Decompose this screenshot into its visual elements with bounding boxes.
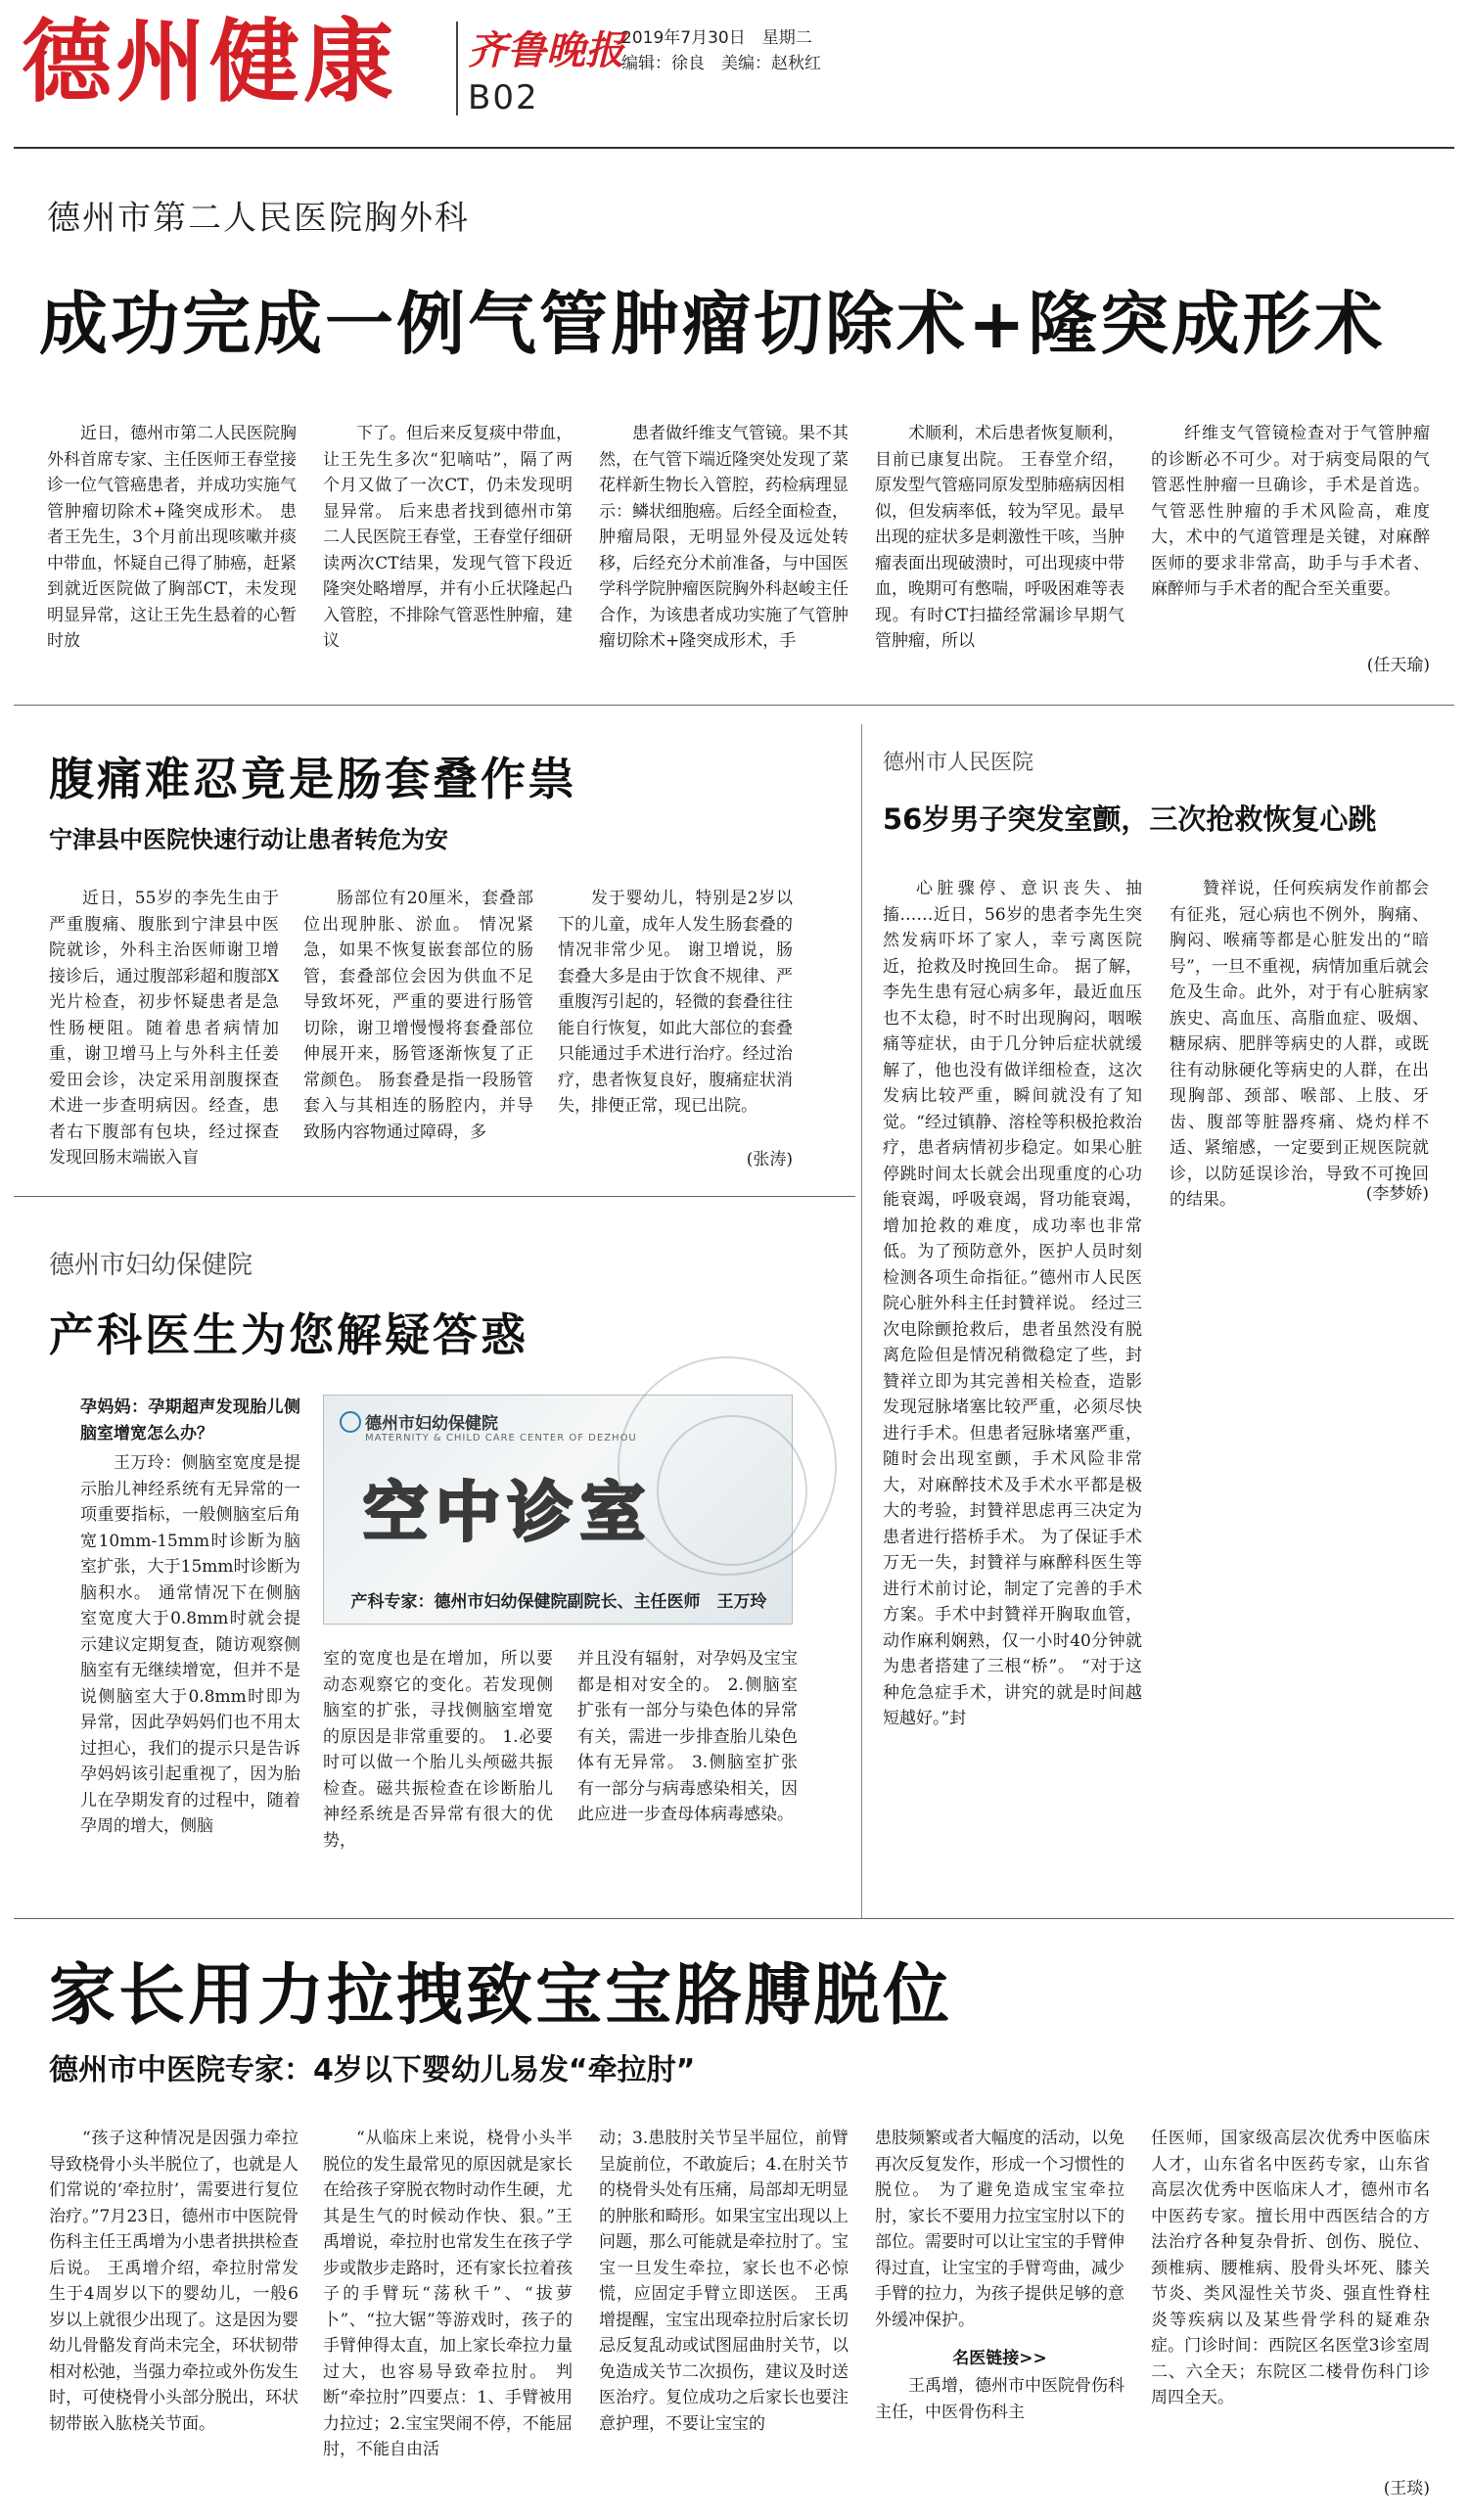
masthead-rule: [14, 147, 1454, 149]
section-rule-3: [14, 1918, 1454, 1919]
newspaper-logo: 齐鲁晚报: [468, 27, 624, 73]
article3-column-1: 心脏骤停、意识丧失、抽搐……近日，56岁的患者李先生突然发病吓坏了家人，幸亏离医院近，抢救及时挽回生命。 据了解，李先生患有冠心病多年，最近血压也不太稳，时不时出现胸闷，咽喉痛等症状，由于几分钟后症状就缓解了，他也没有做详细检查，这次发病比较严重，瞬间就没有了知觉。“经过镇静、溶栓等积极抢救治疗，患者病情初步稳定。如果心脏停跳时间太长就会出现重度的心功能衰竭，呼吸衰竭，肾功能衰竭，增加抢救的难度，成功率也非常低。为了预防意外，医护人员时刻检测各项生命指征。”德州市人民医院心脏外科主任封贊祥说。 经过三次电除颤抢救后，患者虽然没有脱离危险但是情况稍微稳定了些，封贊祥立即为其完善相关检查，造影发现冠脉堵塞比较严重，必须尽快进行手术。但患者冠脉堵塞严重，随时会出现室颤，手术风险非常大，对麻醉技术及手术水平都是极大的考验，封贊祥思虑再三决定为患者进行搭桥手术。 为了保证手术万无一失，封贊祥与麻醉科医生等进行术前讨论，制定了完善的手术方案。手术中封贊祥开胸取血管，动作麻利娴熟，仅一小时40分钟就为患者搭建了三根“桥”。 “对于这种危急症手术，讲究的就是时间越短越好。”封: [883, 879, 1142, 1728]
panel-hospital-name: 德州市妇幼保健院: [365, 1414, 498, 1434]
section-rule-1: [14, 705, 1454, 706]
expert-intro: 王禹增，德州市中医院骨伤科主任，中医骨伤科主: [875, 2376, 1124, 2422]
article2-column-2: 肠部位有20厘米，套叠部位出现肿胀、淤血。 情况紧急，如果不恢复嵌套部位的肠管，套叠部位会因为供血不足导致坏死，严重的要进行肠管切除，谢卫增慢慢将套叠部位伸展开来，肠管逐渐恢复了正常颜色。 肠套叠是指一段肠管套入与其相连的肠腔内，并导致肠内容物通过障碍，多: [303, 889, 533, 1142]
article3-headline[interactable]: 56岁男子突发室颤，三次抢救恢复心跳: [883, 802, 1377, 836]
editor-credits: 编辑：徐良 美编：赵秋红: [621, 54, 821, 73]
issue-date: 2019年7月30日 星期二: [621, 28, 812, 48]
article3-byline: (李梦娇): [1365, 1184, 1429, 1204]
article4-question: 孕妈妈：孕期超声发现胎儿侧脑室增宽怎么办？: [80, 1397, 300, 1443]
article1-column-4: 术顺利，术后患者恢复顺利，目前已康复出院。 王春堂介绍，原发型气管癌同原发型肺癌病因相似，但发病率低，较为罕见。最早出现的症状多是刺激性干咳，当肿瘤表面出现破溃时，可出现痰中带血，晚期可有憋喘，呼吸困难等表现。有时CT扫描经常漏诊早期气管肿瘤，所以: [875, 424, 1124, 651]
hospital-logo-icon: [340, 1411, 361, 1433]
air-clinic-panel: [323, 1395, 793, 1625]
article1-headline[interactable]: 成功完成一例气管肿瘤切除术+隆突成形术: [39, 284, 1386, 364]
article2-subhead: 宁津县中医院快速行动让患者转危为安: [49, 826, 448, 853]
masthead-divider: [456, 22, 458, 115]
article1-column-3: 患者做纤维支气管镜。果不其然，在气管下端近隆突处发现了菜花样新生物长入管腔，药检病理显示：鳞状细胞癌。后经全面检查，肿瘤局限，无明显外侵及远处转移，后经充分术前准备，与中国医学科学院肿瘤医院胸外科赵峻主任合作，为该患者成功实施了气管肿瘤切除术+隆突成形术，手: [599, 424, 849, 651]
article3-column-2: 贊祥说，任何疾病发作前都会有征兆，冠心病也不例外，胸痛、胸闷、喉痛等都是心脏发出的“暗号”，一旦不重视，病情加重后就会危及生命。此外，对于有心脏病家族史、高血压、高脂血症、吸烟、糖尿病、肥胖等病史的人群，或既往有动脉硬化等病史的人群，在出现胸部、颈部、喉部、上肢、牙齿、腹部等脏器疼痛、烧灼样不适、紧缩感，一定要到正规医院就诊，以防延误诊治，导致不可挽回的结果。: [1170, 879, 1429, 1210]
page-number: B02: [468, 78, 539, 117]
panel-decor-circle: [657, 1415, 807, 1566]
article5-column-3: 动；3.患肢肘关节呈半屈位，前臂呈旋前位，不敢旋后；4.在肘关节的桡骨头处有压痛，局部却无明显的肿胀和畸形。如果宝宝出现以上问题，那么可能就是牵拉肘了。宝宝一旦发生牵拉，家长也不必惊慌，应固定手臂立即送医。 王禹增提醒，宝宝出现牵拉肘后家长切忌反复乱动或试图屈曲肘关节，以免造成关节二次损伤，建议及时送医治疗。复位成功之后家长也要注意护理，不要让宝宝的: [599, 2129, 849, 2434]
article1-byline: (任天瑜): [1366, 656, 1430, 675]
article1-column-1: 近日，德州市第二人民医院胸外科首席专家、主任医师王春堂接诊一位气管癌患者，并成功实施气管肿瘤切除术+隆突成形术。 患者王先生，3个月前出现咳嗽并痰中带血，怀疑自己得了肺癌，赶紧到就近医院做了胸部CT，未发现明显异常，这让王先生悬着的心暂时放: [47, 424, 297, 651]
section-title: 德州健康: [22, 10, 398, 115]
article4-column-3: 并且没有辐射，对孕妈及宝宝都是相对安全的。 2.侧脑室扩张有一部分与染色体的异常有关，需进一步排查胎儿染色体有无异常。 3.侧脑室扩张有一部分与病毒感染相关，因此应进一步查母体病毒感染。: [577, 1649, 798, 1824]
article5-column-5: 任医师，国家级高层次优秀中医临床人才，山东省名中医药专家，山东省高层次优秀中医临床人才，德州市名中医药专家。擅长用中西医结合的方法治疗各种复杂骨折、创伤、脱位、颈椎病、腰椎病、股骨头坏死、膝关节炎、类风湿性关节炎、强直性脊柱炎等疾病以及某些骨学科的疑难杂症。门诊时间：西院区名医堂3诊室周二、六全天；东院区二楼骨伤科门诊周四全天。: [1151, 2129, 1430, 2407]
article5-column-1: “孩子这种情况是因强力牵拉导致桡骨小头半脱位了，也就是人们常说的‘牵拉肘’，需要进行复位治疗。”7月23日，德州市中医院骨伤科主任王禹增为小患者拱拱检查后说。 王禹增介绍，牵拉肘常发生于4周岁以下的婴幼儿，一般6岁以上就很少出现了。这是因为婴幼儿骨骼发育尚未完全，环状韧带相对松弛，当强力牵拉或外伤发生时，可使桡骨小头部分脱出，环状韧带嵌入肱桡关节面。: [49, 2129, 298, 2434]
article1-kicker: 德州市第二人民医院胸外科: [47, 199, 470, 238]
article2-column-3: 发于婴幼儿，特别是2岁以下的儿童，成年人发生肠套叠的情况非常少见。 谢卫增说，肠套叠大多是由于饮食不规律、严重腹泻引起的，轻微的套叠往往能自行恢复，如此大部位的套叠只能通过手术进行治疗。经过治疗，患者恢复良好，腹痛症状消失，排便正常，现已出院。: [558, 889, 793, 1116]
article5-column-4: 患肢频繁或者大幅度的活动，以免再次反复发作，形成一个习惯性的脱位。 为了避免造成宝宝牵拉肘，家长不要用力拉宝宝肘以下的部位。需要时可以让宝宝的手臂伸得过直，让宝宝的手臂弯曲，减少手臂的拉力，为孩子提供足够的意外缓冲保护。: [875, 2129, 1124, 2330]
article4-headline[interactable]: 产科医生为您解疑答惑: [49, 1308, 528, 1361]
masthead: [0, 0, 1468, 137]
article4-column-2: 室的宽度也是在增加，所以要动态观察它的变化。若发现侧脑室的扩张，寻找侧脑室增宽的原因是非常重要的。 1.必要时可以做一个胎儿头颅磁共振检查。磁共振检查在诊断胎儿神经系统是否异常有很大的优势，: [323, 1649, 553, 1851]
article5-column-2: “从临床上来说，桡骨小头半脱位的发生最常见的原因就是家长在给孩子穿脱衣物时动作生硬，尤其是生气的时候动作快、狠。”王禹增说，牵拉肘也常发生在孩子学步或散步走路时，还有家长拉着孩子的手臂玩“荡秋千”、“拔萝卜”、“拉大锯”等游戏时，孩子的手臂伸得太直，加上家长牵拉力量过大，也容易导致牵拉肘。 判断“牵拉肘”四要点：1、手臂被用力拉过；2.宝宝哭闹不停，不能屈肘，不能自由活: [323, 2129, 573, 2459]
article1-column-2: 下了。但后来反复痰中带血，让王先生多次“犯嘀咕”，隔了两个月又做了一次CT，仍未发现明显异常。 后来患者找到德州市第二人民医院王春堂，王春堂仔细研读两次CT结果，发现气管下段近隆突处略增厚，并有小丘状隆起凸入管腔，不排除气管恶性肿瘤，建议: [323, 424, 573, 651]
expert-link-label[interactable]: 名医链接>>: [952, 2349, 1047, 2368]
panel-caption: 产科专家：德州市妇幼保健院副院长、主任医师 王万玲: [350, 1592, 767, 1612]
article5-byline: (王琰): [1383, 2479, 1430, 2498]
article2-headline[interactable]: 腹痛难忍竟是肠套叠作祟: [49, 753, 576, 805]
article5-subhead: 德州市中医院专家：4岁以下婴幼儿易发“牵拉肘”: [49, 2053, 696, 2087]
article2-column-1: 近日，55岁的李先生由于严重腹痛、腹胀到宁津县中医院就诊，外科主治医师谢卫增接诊后，通过腹部彩超和腹部X光片检查，初步怀疑患者是急性肠梗阻。随着患者病情加重，谢卫增马上与外科主任姜爱田会诊，决定采用剖腹探查术进一步查明病因。经查，患者右下腹部有包块，经过探查发现回肠末端嵌入盲: [49, 889, 279, 1168]
article5-headline[interactable]: 家长用力拉拽致宝宝胳膊脱位: [49, 1957, 953, 2035]
column-divider: [861, 724, 862, 1918]
article4-kicker: 德州市妇幼保健院: [49, 1251, 253, 1280]
article4-column-1: 王万玲：侧脑室宽度是提示胎儿神经系统有无异常的一项重要指标，一般侧脑室后角宽10mm-15mm时诊断为脑室扩张，大于15mm时诊断为脑积水。 通常情况下在侧脑室宽度大于0.8mm时就会提示建议定期复查，随访观察侧脑室有无继续增宽，但并不是说侧脑室大于0.8mm时即为异常，因此孕妈妈们也不用太过担心，我们的提示只是告诉孕妈妈该引起重视了，因为胎儿在孕期发育的过程中，随着孕周的增大，侧脑: [80, 1453, 300, 1836]
article2-byline: (张涛): [746, 1150, 793, 1169]
section-rule-2: [14, 1196, 855, 1197]
article1-column-5: 纤维支气管镜检查对于气管肿瘤的诊断必不可少。对于病变局限的气管恶性肿瘤一旦确诊，手术是首选。 气管恶性肿瘤的手术风险高，难度大，术中的气道管理是关键，对麻醉医师的要求非常高，助手与手术者、麻醉师与手术者的配合至关重要。: [1151, 424, 1430, 599]
panel-hospital-english: MATERNITY & CHILD CARE CENTER OF DEZHOU: [365, 1433, 637, 1443]
panel-title: 空中诊室: [363, 1475, 653, 1550]
article3-kicker: 德州市人民医院: [883, 751, 1034, 775]
